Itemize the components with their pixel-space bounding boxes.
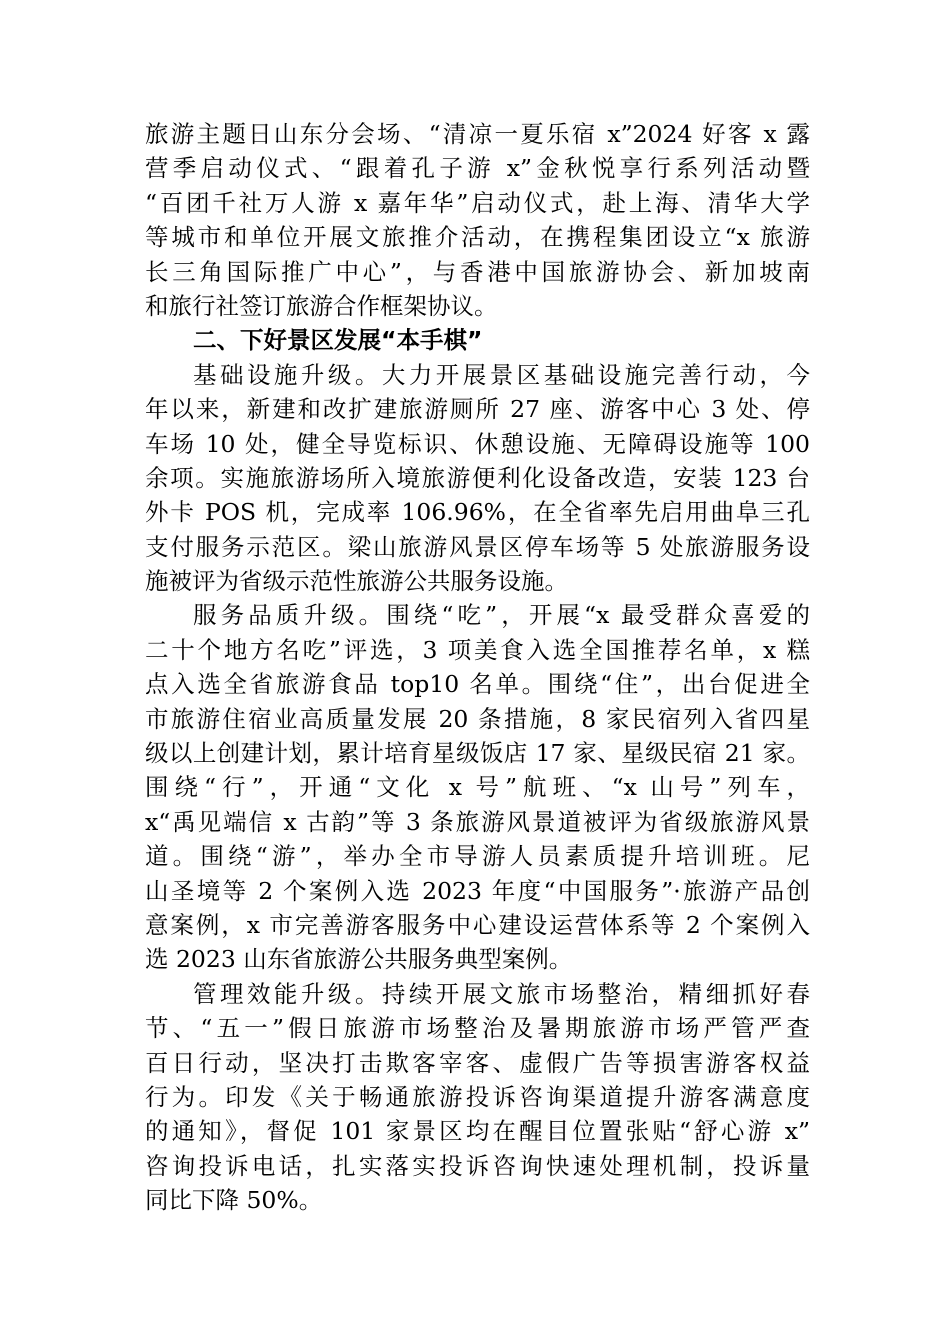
paragraph-line: 的通知》，督促 101 家景区均在醒目位置张贴“舒心游 x” (145, 1117, 810, 1146)
document-body (145, 117, 810, 1218)
paragraph-line: 车场 10 处，健全导览标识、休憩设施、无障碍设施等 100 (145, 429, 810, 458)
paragraph-line: 管理效能升级。持续开展文旅市场整治，精细抓好春 (193, 979, 810, 1008)
paragraph-line: 等城市和单位开展文旅推介活动，在携程集团设立“x 旅游 (145, 223, 810, 252)
paragraph-line: x“禹见端信 x 古韵”等 3 条旅游风景道被评为省级旅游风景 (145, 807, 810, 836)
paragraph-line: 外卡 POS 机，完成率 106.96%，在全省率先启用曲阜三孔 (145, 498, 810, 527)
paragraph-3 (145, 598, 810, 976)
paragraph-line: 施被评为省级示范性旅游公共服务设施。 (145, 567, 568, 596)
paragraph-4 (145, 977, 810, 1218)
paragraph-line: 级以上创建计划，累计培育星级饭店 17 家、星级民宿 21 家。 (145, 739, 810, 768)
paragraph-line: 围绕“行”，开通“文化 x 号”航班、“x 山号”列车， (145, 773, 810, 802)
section-heading: 二、下好景区发展“本手棋” (193, 326, 483, 355)
paragraph-line: 支付服务示范区。梁山旅游风景区停车场等 5 处旅游服务设 (145, 532, 810, 561)
paragraph-line: 咨询投诉电话，扎实落实投诉咨询快速处理机制，投诉量 (145, 1151, 810, 1180)
paragraph-line: 节、“五一”假日旅游市场整治及暑期旅游市场严管严查 (145, 1014, 810, 1043)
paragraph-line: 市旅游住宿业高质量发展 20 条措施，8 家民宿列入省四星 (145, 704, 810, 733)
paragraph-line: 服务品质升级。围绕“吃”，开展“x 最受群众喜爱的 (193, 601, 810, 630)
paragraph-line: 同比下降 50%。 (145, 1186, 323, 1215)
paragraph-line: 营季启动仪式、“跟着孔子游 x”金秋悦享行系列活动暨 (145, 154, 810, 183)
paragraph-line: 点入选全省旅游食品 top10 名单。围绕“住”，出台促进全 (145, 670, 810, 699)
paragraph-line: 旅游主题日山东分会场、“清凉一夏乐宿 x”2024 好客 x 露 (145, 120, 810, 148)
paragraph-line: 道。围绕“游”，举办全市导游人员素质提升培训班。尼 (145, 842, 810, 871)
paragraph-line: 百日行动，坚决打击欺客宰客、虚假广告等损害游客权益 (145, 1048, 810, 1077)
paragraph-line: 余项。实施旅游场所入境旅游便利化设备改造，安装 123 台 (145, 463, 810, 492)
paragraph-2 (145, 358, 810, 599)
paragraph-line: 行为。印发《关于畅通旅游投诉咨询渠道提升游客满意度 (145, 1082, 810, 1111)
paragraph-line: “百团千社万人游 x 嘉年华”启动仪式，赴上海、清华大学 (145, 188, 810, 217)
paragraph-line: 意案例，x 市完善游客服务中心建设运营体系等 2 个案例入 (145, 910, 810, 939)
paragraph-line: 长三角国际推广中心”，与香港中国旅游协会、新加坡南 (145, 257, 810, 286)
paragraph-line: 年以来，新建和改扩建旅游厕所 27 座、游客中心 3 处、停 (145, 395, 810, 424)
paragraph-line: 选 2023 山东省旅游公共服务典型案例。 (145, 945, 573, 974)
paragraph-1 (145, 117, 810, 323)
paragraph-line: 基础设施升级。大力开展景区基础设施完善行动，今 (193, 360, 810, 389)
paragraph-line: 和旅行社签订旅游合作框架协议。 (145, 291, 498, 320)
paragraph-line: 二十个地方名吃”评选，3 项美食入选全国推荐名单，x 糕 (145, 635, 810, 664)
paragraph-line: 山圣境等 2 个案例入选 2023 年度“中国服务”·旅游产品创 (145, 876, 810, 905)
